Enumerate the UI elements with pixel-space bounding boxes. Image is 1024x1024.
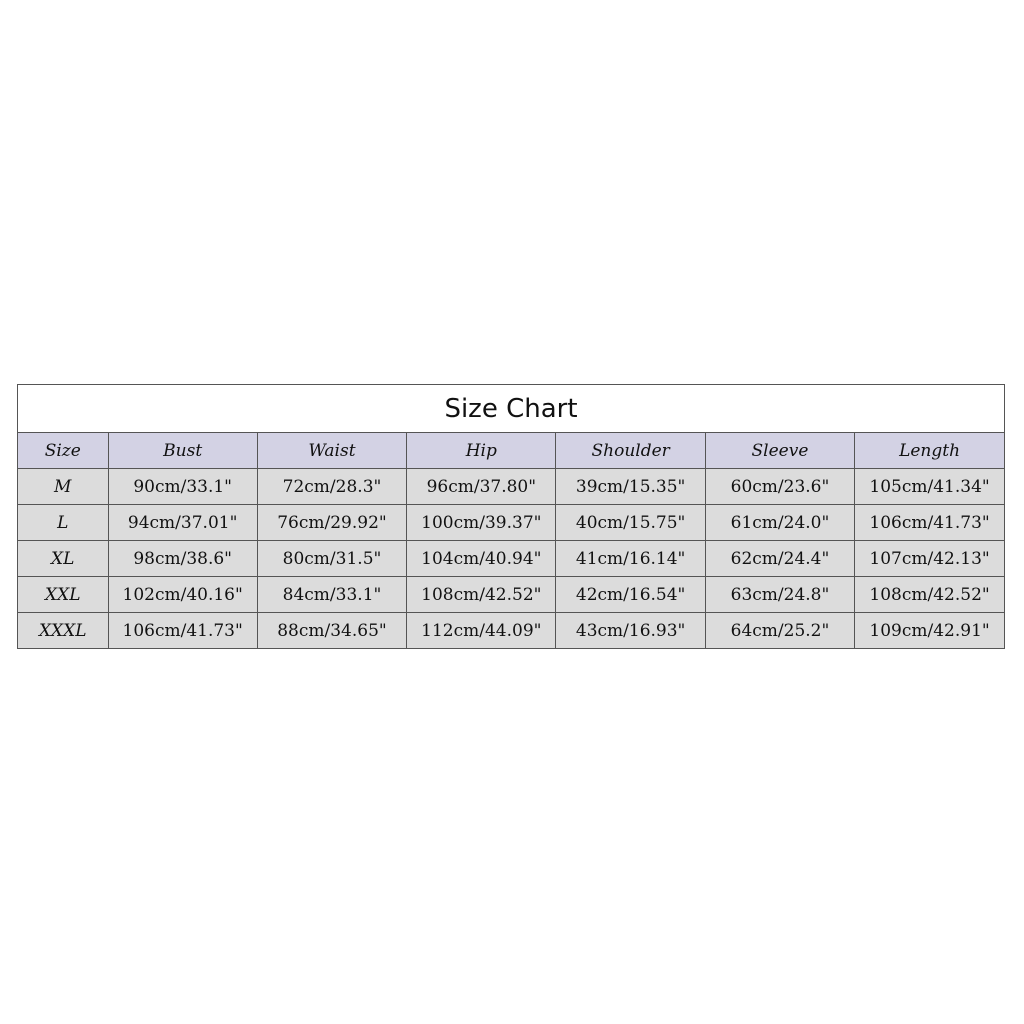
size-table: [18, 433, 1004, 648]
length-cell: 109cm/42.91": [855, 613, 1004, 649]
shoulder-cell: 43cm/16.93": [556, 613, 705, 649]
size-cell: XL: [18, 541, 108, 577]
bust-cell: 106cm/41.73": [108, 613, 257, 649]
length-cell: 107cm/42.13": [855, 541, 1004, 577]
header-length: Length: [855, 433, 1004, 469]
table-row: [18, 541, 1004, 577]
size-chart: [17, 384, 1005, 649]
shoulder-cell: 42cm/16.54": [556, 577, 705, 613]
shoulder-cell: 41cm/16.14": [556, 541, 705, 577]
waist-cell: 88cm/34.65": [257, 613, 406, 649]
size-cell: XXL: [18, 577, 108, 613]
table-row: [18, 613, 1004, 649]
hip-cell: 100cm/39.37": [407, 505, 556, 541]
sleeve-cell: 63cm/24.8": [705, 577, 854, 613]
header-size: Size: [18, 433, 108, 469]
bust-cell: 94cm/37.01": [108, 505, 257, 541]
table-row: [18, 505, 1004, 541]
hip-cell: 104cm/40.94": [407, 541, 556, 577]
size-cell: M: [18, 469, 108, 505]
header-shoulder: Shoulder: [556, 433, 705, 469]
waist-cell: 72cm/28.3": [257, 469, 406, 505]
bust-cell: 98cm/38.6": [108, 541, 257, 577]
header-hip: Hip: [407, 433, 556, 469]
waist-cell: 80cm/31.5": [257, 541, 406, 577]
header-row: [18, 433, 1004, 469]
size-cell: XXXL: [18, 613, 108, 649]
sleeve-cell: 62cm/24.4": [705, 541, 854, 577]
length-cell: 108cm/42.52": [855, 577, 1004, 613]
length-cell: 106cm/41.73": [855, 505, 1004, 541]
hip-cell: 112cm/44.09": [407, 613, 556, 649]
hip-cell: 108cm/42.52": [407, 577, 556, 613]
bust-cell: 102cm/40.16": [108, 577, 257, 613]
sleeve-cell: 64cm/25.2": [705, 613, 854, 649]
waist-cell: 84cm/33.1": [257, 577, 406, 613]
header-bust: Bust: [108, 433, 257, 469]
hip-cell: 96cm/37.80": [407, 469, 556, 505]
shoulder-cell: 40cm/15.75": [556, 505, 705, 541]
length-cell: 105cm/41.34": [855, 469, 1004, 505]
header-waist: Waist: [257, 433, 406, 469]
chart-title: Size Chart: [18, 385, 1004, 433]
header-sleeve: Sleeve: [705, 433, 854, 469]
size-cell: L: [18, 505, 108, 541]
sleeve-cell: 61cm/24.0": [705, 505, 854, 541]
table-row: [18, 577, 1004, 613]
waist-cell: 76cm/29.92": [257, 505, 406, 541]
sleeve-cell: 60cm/23.6": [705, 469, 854, 505]
bust-cell: 90cm/33.1": [108, 469, 257, 505]
table-row: [18, 469, 1004, 505]
shoulder-cell: 39cm/15.35": [556, 469, 705, 505]
